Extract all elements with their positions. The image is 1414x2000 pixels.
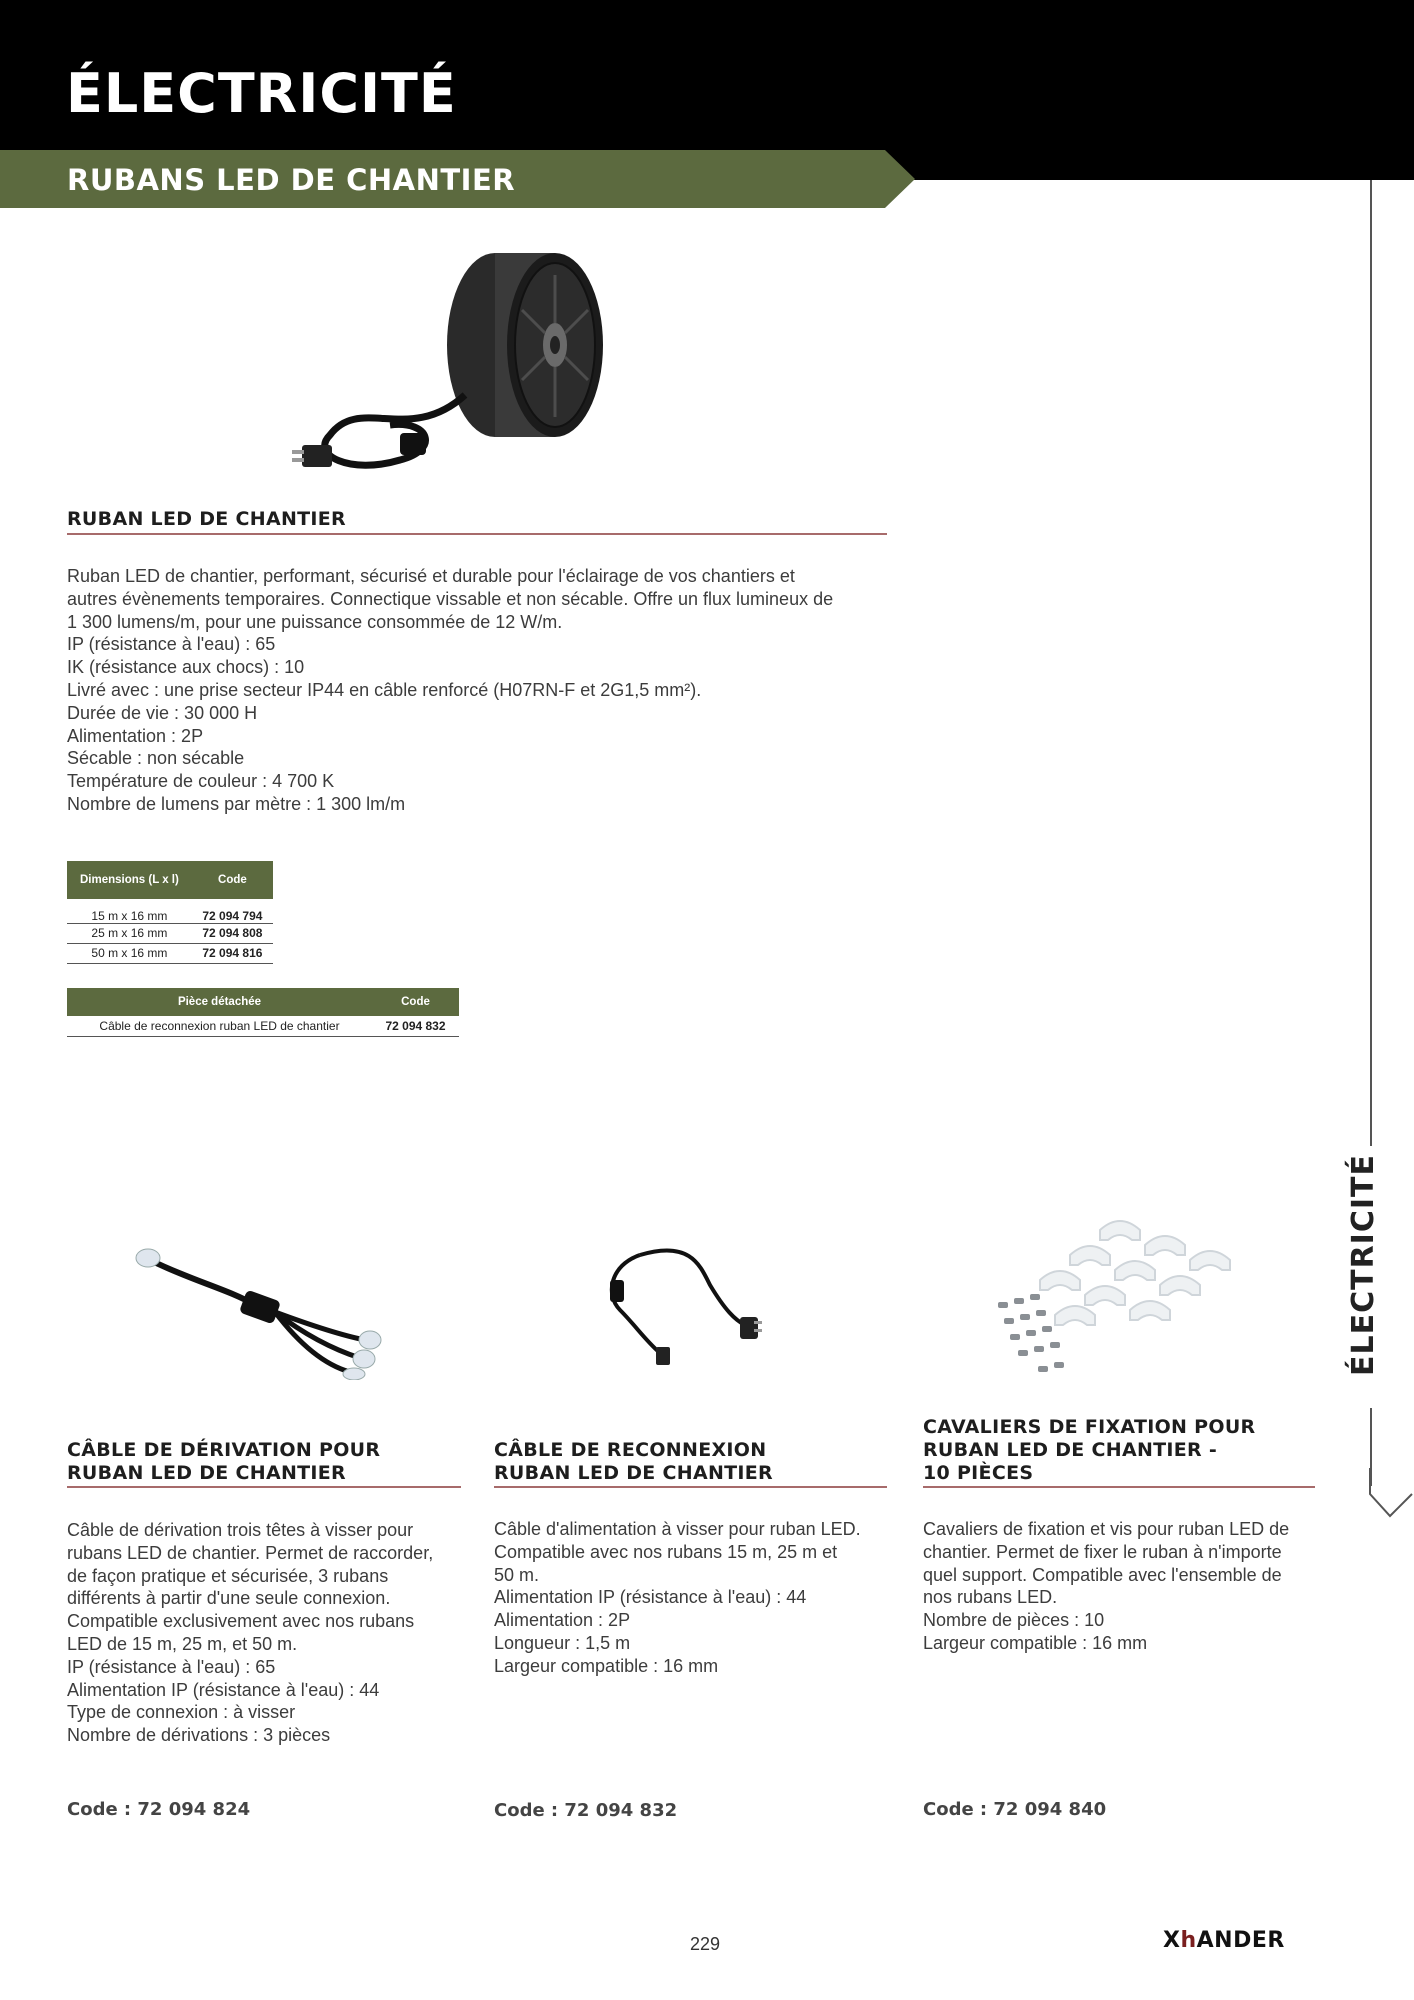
table-cell: 15 m x 16 mm xyxy=(67,899,192,923)
page-title: ÉLECTRICITÉ xyxy=(66,62,457,125)
side-divider xyxy=(1370,180,1372,1146)
led-reel-image xyxy=(290,245,650,490)
derivation-cable-image xyxy=(130,1240,390,1380)
product-description: Cavaliers de fixation et vis pour ruban LED de chantier. Permet de fixer le ruban à n'importe quel support. Compatible avec l'ensemble de nos rubans LED. Nombre de pièces : 10 Largeur compatible : 16 mm xyxy=(923,1519,1290,1653)
brand-h: h xyxy=(1180,1928,1197,1953)
title-underline xyxy=(67,533,887,535)
spare-parts-table xyxy=(67,988,459,1037)
brand-prefix: X xyxy=(1163,1928,1181,1953)
product-description: Câble de dérivation trois têtes à visser pour rubans LED de chantier. Permet de raccorder, de façon pratique et sécurisée, 3 rubans différents à partir d'une seule connexion. Compatible exclusivement avec nos rubans LED de 15 m, 25 m, et 50 m. IP (résistance à l'eau) : 65 Alimentation IP (résistance à l'eau) : 44 Type de connexion : à visser Nombre de dérivations : 3 pièces xyxy=(67,1520,434,1746)
title-underline xyxy=(67,1486,461,1488)
chevron-down-icon xyxy=(1368,1468,1414,1518)
dimensions-table xyxy=(67,861,273,964)
product-title: RUBAN LED DE CHANTIER xyxy=(67,508,346,530)
product-description: Câble d'alimentation à visser pour ruban LED. Compatible avec nos rubans 15 m, 25 m et 50 m. Alimentation IP (résistance à l'eau) : 44 Alimentation : 2P Longueur : 1,5 m Largeur compatible : 16 mm xyxy=(494,1519,861,1676)
product-code: Code : 72 094 824 xyxy=(67,1799,251,1820)
table-header: Dimensions (L x l) xyxy=(67,861,192,899)
section-title: RUBANS LED DE CHANTIER xyxy=(67,163,516,197)
table-row xyxy=(67,899,273,923)
product-title: CÂBLE DE DÉRIVATION POUR RUBAN LED DE CHANTIER xyxy=(67,1439,381,1484)
product-title: CAVALIERS DE FIXATION POUR RUBAN LED DE CHANTIER - 10 PIÈCES xyxy=(923,1416,1256,1484)
brand-suffix: ANDER xyxy=(1196,1928,1285,1953)
table-cell-code: 72 094 808 xyxy=(192,923,273,943)
table-cell: 50 m x 16 mm xyxy=(67,943,192,963)
derivation-cable-icon xyxy=(130,1240,390,1380)
product-description: Ruban LED de chantier, performant, sécurisé et durable pour l'éclairage de vos chantiers et autres évènements temporaires. Connectique vissable et non sécable. Offre un flux lumineux de 1 300 lumens/m, pour une puissance consommée de 12 W/m. IP (résistance à l'eau) : 65 IK (résistance aux chocs) : 10 Livré avec : une prise secteur IP44 en câble renforcé (H07RN-F et 2G1,5 mm²). Durée de vie : 30 000 H Alimentation : 2P Sécable : non sécable Température de couleur : 4 700 K Nombre de lumens par mètre : 1 300 lm/m xyxy=(67,566,834,814)
table-cell-code: 72 094 832 xyxy=(372,1016,459,1036)
brand-logo xyxy=(1163,1928,1285,1953)
reconnection-cable-icon xyxy=(600,1235,770,1375)
title-underline xyxy=(923,1486,1315,1488)
product-title: CÂBLE DE RECONNEXION RUBAN LED DE CHANTIER xyxy=(494,1439,773,1484)
table-row xyxy=(67,1016,459,1036)
product-code: Code : 72 094 832 xyxy=(494,1800,678,1821)
table-row xyxy=(67,943,273,963)
led-reel-icon xyxy=(290,245,650,490)
mounting-clips-icon xyxy=(990,1210,1250,1390)
table-header: Code xyxy=(372,988,459,1016)
table-cell: Câble de reconnexion ruban LED de chantier xyxy=(67,1016,372,1036)
table-row xyxy=(67,923,273,943)
title-underline xyxy=(494,1486,887,1488)
mounting-clips-image xyxy=(990,1210,1250,1390)
table-header: Pièce détachée xyxy=(67,988,372,1016)
side-tab-label[interactable]: ÉLECTRICITÉ xyxy=(1346,1154,1381,1376)
table-cell-code: 72 094 816 xyxy=(192,943,273,963)
page-number: 229 xyxy=(690,1934,721,1954)
product-code: Code : 72 094 840 xyxy=(923,1799,1107,1820)
reconnection-cable-image xyxy=(600,1235,770,1375)
table-cell: 25 m x 16 mm xyxy=(67,923,192,943)
table-header: Code xyxy=(192,861,273,899)
table-cell-code: 72 094 794 xyxy=(192,899,273,923)
